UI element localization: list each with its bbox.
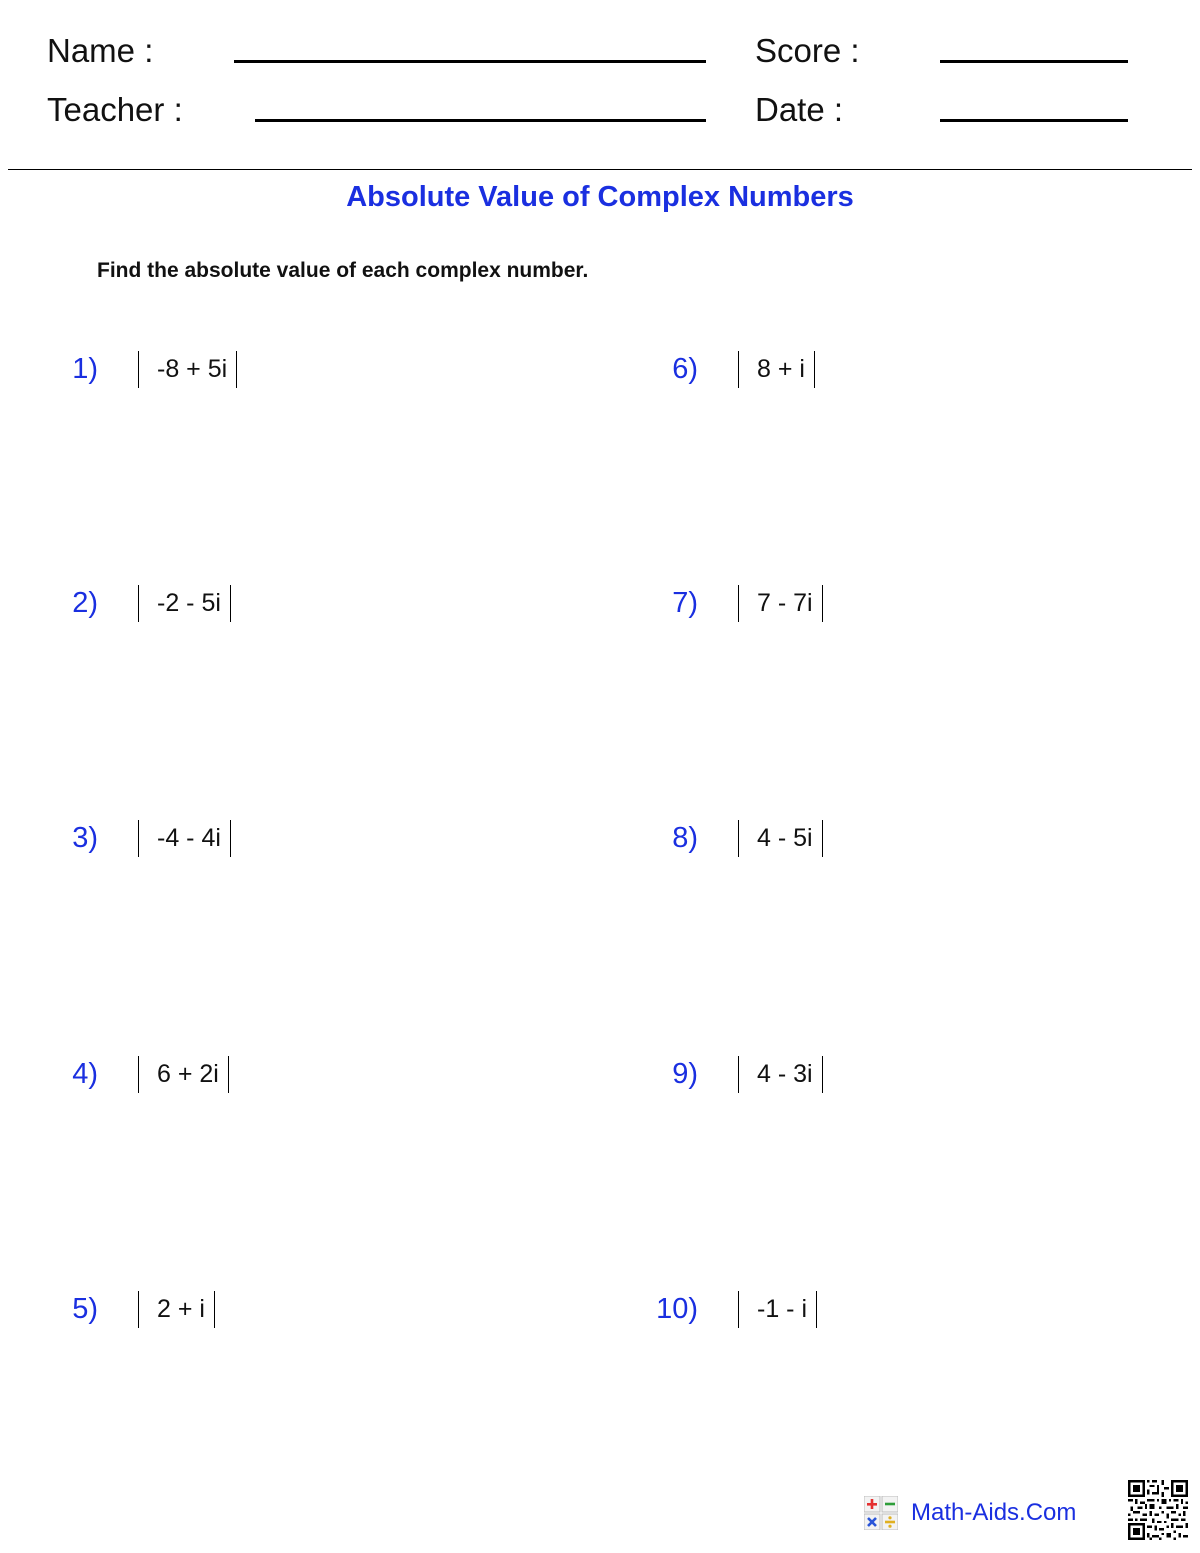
absolute-value-bar-right [816, 1291, 817, 1328]
name-label: Name : [47, 32, 154, 69]
worksheet-title: Absolute Value of Complex Numbers [346, 181, 854, 213]
complex-number: 4 - 3i [757, 1060, 813, 1088]
teacher-label: Teacher : [47, 91, 183, 128]
problem-number: 1) [72, 353, 98, 385]
instructions: Find the absolute value of each complex number. [97, 259, 589, 282]
footer-site-link[interactable]: Math-Aids.Com [911, 1499, 1077, 1526]
teacher-field-line[interactable] [255, 119, 706, 122]
complex-number: -2 - 5i [157, 589, 221, 617]
absolute-value-expression [738, 585, 823, 622]
problem-number: 10) [656, 1293, 698, 1325]
date-field-line[interactable] [940, 119, 1128, 122]
problem-number: 4) [72, 1058, 98, 1090]
absolute-value-expression [738, 820, 823, 857]
complex-number: 6 + 2i [157, 1060, 219, 1088]
complex-number: 8 + i [757, 355, 805, 383]
header-divider [8, 169, 1192, 170]
date-label: Date : [755, 91, 844, 128]
absolute-value-expression [738, 1291, 817, 1328]
problem-number: 8) [672, 822, 698, 854]
problem-number: 2) [72, 587, 98, 619]
math-operations-logo-icon [864, 1496, 898, 1530]
score-field-line[interactable] [940, 60, 1128, 63]
absolute-value-expression [738, 351, 815, 388]
absolute-value-bar-right [214, 1291, 215, 1328]
absolute-value-bar-right [228, 1056, 229, 1093]
absolute-value-expression [138, 1291, 215, 1328]
name-field-line[interactable] [234, 60, 706, 63]
problem-number: 5) [72, 1293, 98, 1325]
problem-number: 7) [672, 587, 698, 619]
problem-number: 9) [672, 1058, 698, 1090]
complex-number: -8 + 5i [157, 355, 228, 383]
complex-number: 7 - 7i [757, 589, 813, 617]
absolute-value-expression [138, 820, 231, 857]
absolute-value-bar-right [236, 351, 237, 388]
complex-number: 4 - 5i [757, 824, 813, 852]
complex-number: -1 - i [757, 1295, 807, 1323]
problem-number: 6) [672, 353, 698, 385]
absolute-value-bar-right [822, 585, 823, 622]
absolute-value-bar-right [814, 351, 815, 388]
qr-code-icon [1128, 1480, 1188, 1540]
absolute-value-expression [138, 1056, 229, 1093]
complex-number: -4 - 4i [157, 824, 221, 852]
problem-number: 3) [72, 822, 98, 854]
absolute-value-bar-right [230, 585, 231, 622]
score-label: Score : [755, 32, 860, 69]
absolute-value-expression [138, 351, 237, 388]
absolute-value-expression [138, 585, 231, 622]
absolute-value-expression [738, 1056, 823, 1093]
absolute-value-bar-right [822, 1056, 823, 1093]
complex-number: 2 + i [157, 1295, 205, 1323]
absolute-value-bar-right [822, 820, 823, 857]
absolute-value-bar-right [230, 820, 231, 857]
